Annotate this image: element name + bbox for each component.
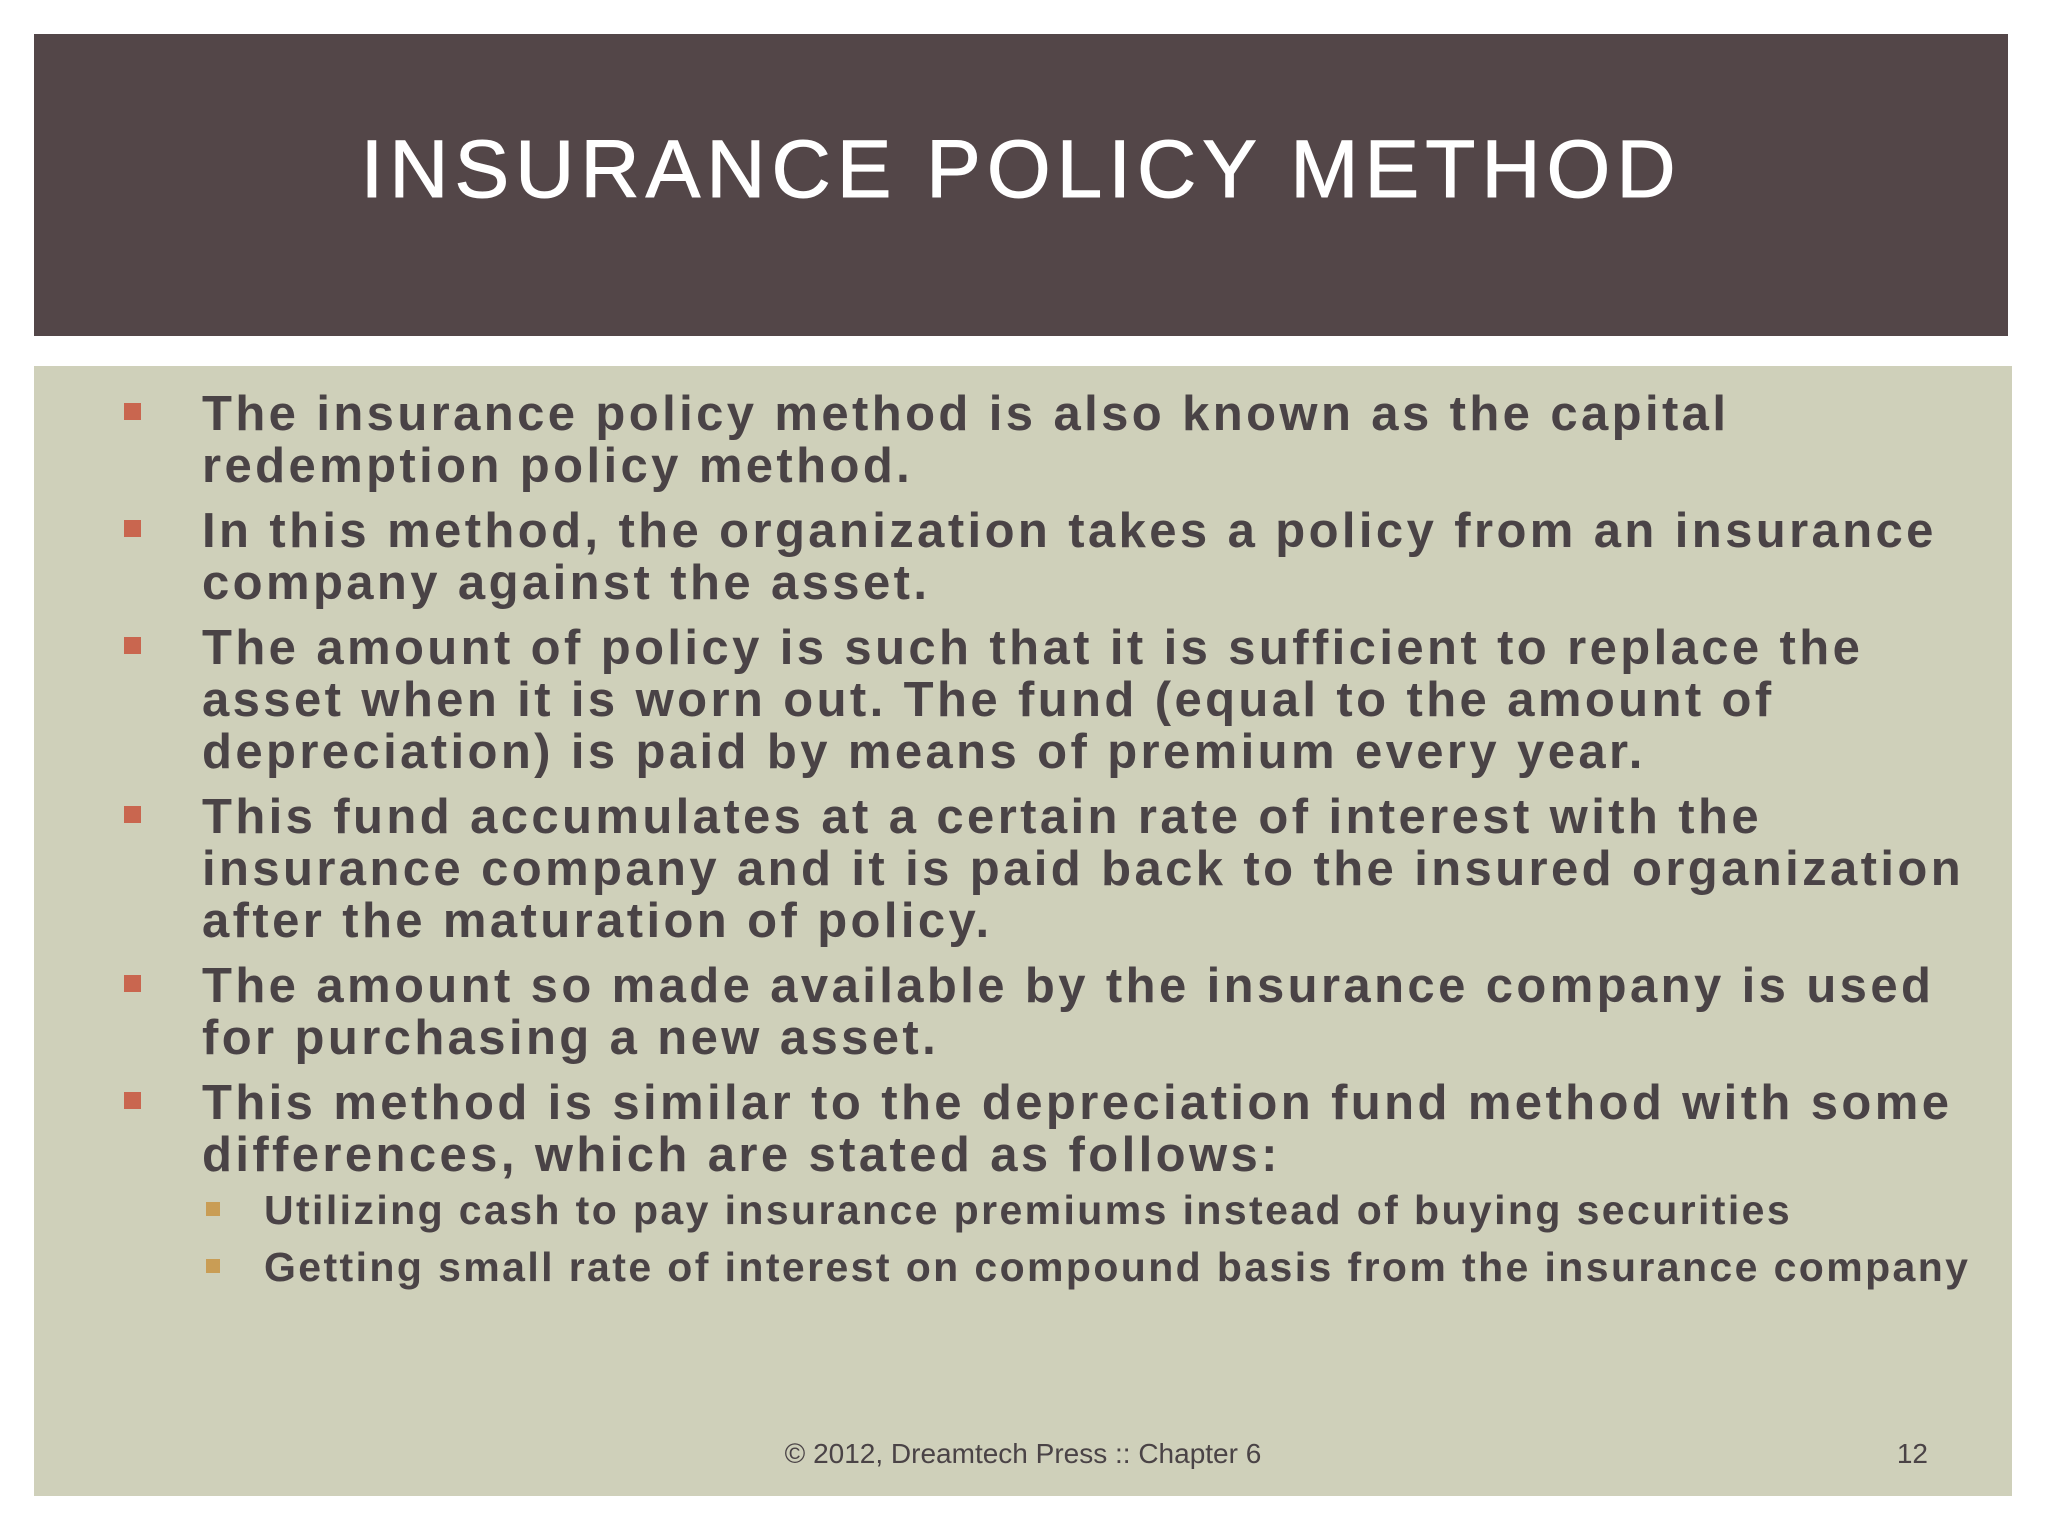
- bullet-list: [120, 388, 2000, 1304]
- square-bullet-icon: [124, 806, 141, 823]
- square-bullet-icon: [124, 975, 141, 992]
- sub-bullet-item: [202, 1244, 2000, 1291]
- bullet-text: In this method, the organization takes a policy from an insurance company against the asset.: [202, 504, 1937, 610]
- bullet-item: [120, 1077, 2000, 1291]
- small-square-bullet-icon: [206, 1202, 220, 1216]
- bullet-text: The insurance policy method is also known as the capital redemption policy method.: [202, 387, 1730, 493]
- sub-bullet-item: [202, 1187, 2000, 1234]
- slide-title: INSURANCE POLICY METHOD: [360, 124, 1682, 215]
- bullet-text: This method is similar to the depreciation fund method with some differences, which are stated as follows:: [202, 1076, 1953, 1182]
- content-panel: [34, 366, 2012, 1496]
- title-bar: [34, 34, 2008, 336]
- bullet-item: [120, 388, 2000, 492]
- bullet-item: [120, 622, 2000, 778]
- bullet-text: This fund accumulates at a certain rate of interest with the insurance company and it is paid back to the insured organization after the maturation of policy.: [202, 790, 1965, 948]
- bullet-text: The amount of policy is such that it is sufficient to replace the asset when it is worn out. The fund (equal to the amount of depreciation) is paid by means of premium every year.: [202, 621, 1864, 779]
- bullet-text: The amount so made available by the insurance company is used for purchasing a new asset.: [202, 959, 1935, 1065]
- footer-copyright: © 2012, Dreamtech Press :: Chapter 6: [784, 1438, 1262, 1469]
- small-square-bullet-icon: [206, 1259, 220, 1273]
- square-bullet-icon: [124, 403, 141, 420]
- square-bullet-icon: [124, 637, 141, 654]
- bullet-item: [120, 960, 2000, 1064]
- bullet-item: [120, 505, 2000, 609]
- page-number: 12: [1896, 1438, 1928, 1469]
- bullet-item: [120, 791, 2000, 947]
- square-bullet-icon: [124, 1092, 141, 1109]
- sub-bullet-text: Getting small rate of interest on compound basis from the insurance company: [264, 1244, 1971, 1290]
- square-bullet-icon: [124, 520, 141, 537]
- sub-bullet-list: [202, 1187, 2000, 1291]
- sub-bullet-text: Utilizing cash to pay insurance premiums instead of buying securities: [264, 1187, 1793, 1233]
